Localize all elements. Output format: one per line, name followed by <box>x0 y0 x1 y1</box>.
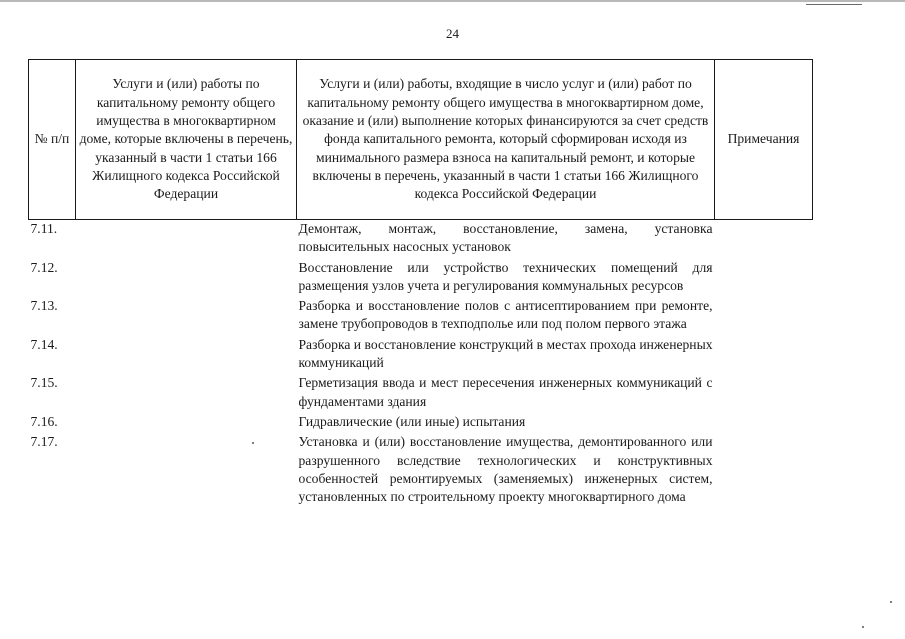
row-service <box>76 433 297 508</box>
header-services: Услуги и (или) работы по капитальному ремонту общего имущества в многоквартирном доме, которые включены в перечень, указанный в части 1 статьи 166 Жилищного кодекса Российской Федерации <box>76 60 297 220</box>
table-row <box>29 433 813 508</box>
row-number: 7.16. <box>30 413 58 429</box>
row-note <box>715 220 813 259</box>
table-body <box>29 220 813 509</box>
row-number: 7.12. <box>30 259 58 275</box>
header-num: № п/п <box>29 60 76 220</box>
row-note <box>715 413 813 433</box>
table-row <box>29 259 813 298</box>
row-fund-service: Гидравлические (или иные) испытания <box>298 413 526 429</box>
row-service <box>76 374 297 413</box>
scan-speck <box>862 626 864 628</box>
row-number: 7.11. <box>30 221 58 236</box>
row-note <box>715 259 813 298</box>
header-row <box>29 60 813 220</box>
row-number: 7.17. <box>30 434 58 450</box>
row-service <box>76 259 297 298</box>
table-header <box>29 60 813 220</box>
capital-repair-table <box>28 59 813 508</box>
row-fund-service: Разборка и восстановление полов с антисептированием при ремонте, замене трубопроводов в техподполье или под полом первого этажа <box>298 298 713 332</box>
row-service <box>76 413 297 433</box>
scan-speck <box>252 442 254 444</box>
row-service <box>76 336 297 375</box>
table-row <box>29 413 813 433</box>
row-number: 7.15. <box>30 375 58 391</box>
row-fund-service: Разборка и восстановление конструкций в местах прохода инженерных коммуникаций <box>298 336 713 371</box>
header-fund-services: Услуги и (или) работы, входящие в число услуг и (или) работ по капитальному ремонту общего имущества в многоквартирном доме, оказание и (или) выполнение которых финансируются за счет средств фонда капитального ремонта, который сформирован исходя из минимального размера взноса на капитальный ремонт, и которые включены в перечень, указанный в части 1 статьи 166 Жилищного кодекса Российской Федерации <box>297 60 715 220</box>
table-row <box>29 336 813 375</box>
page-number: 24 <box>446 26 459 41</box>
row-number: 7.13. <box>30 298 58 314</box>
table-row <box>29 297 813 336</box>
row-fund-service: Установка и (или) восстановление имущества, демонтированного или разрушенного вследствие технологических и конструктивных особенностей ремонтируемых (заменяемых) инженерных систем, установленных по строительному проекту многоквартирного дома <box>298 434 713 505</box>
table-row <box>29 220 813 259</box>
table-row <box>29 374 813 413</box>
row-service <box>76 220 297 259</box>
header-notes: Примечания <box>715 60 813 220</box>
row-fund-service: Демонтаж, монтаж, восстановление, замена, установка повысительных насосных установок <box>298 221 713 255</box>
row-number: 7.14. <box>30 336 58 352</box>
row-note <box>715 433 813 508</box>
row-fund-service: Герметизация ввода и мест пересечения инженерных коммуникаций с фундаментами здания <box>298 375 713 409</box>
row-note <box>715 336 813 375</box>
row-note <box>715 297 813 336</box>
scan-mark <box>806 4 862 5</box>
row-note <box>715 374 813 413</box>
row-service <box>76 297 297 336</box>
row-fund-service: Восстановление или устройство технических помещений для размещения узлов учета и регулирования коммунальных ресурсов <box>298 259 713 293</box>
scan-edge-line <box>0 0 905 2</box>
scan-speck <box>890 601 892 603</box>
